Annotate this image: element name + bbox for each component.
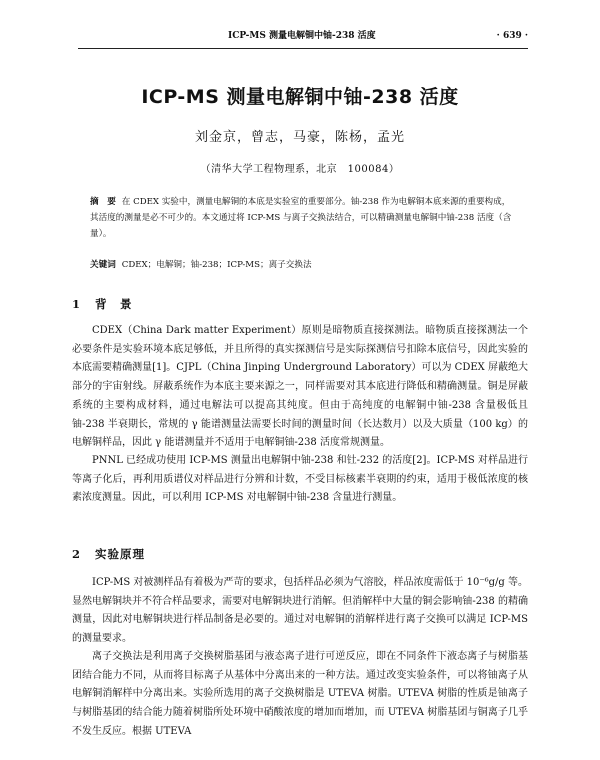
running-head (78, 28, 528, 44)
section-number: 1 (72, 297, 82, 311)
section-title: 实验原理 (95, 547, 146, 561)
body-paragraph: PNNL 已经成功使用 ICP-MS 测量出电解铜中铀-238 和钍-232 的活度[2]。ICP-MS 对样品进行等离子化后，再利用质谱仪对样品进行分辨和计数，不受目标核素半衰期的约束，适用于极低浓度的核素浓度测量。因此，可以利用 ICP-MS 对电解铜中铀-238 含量进行测量。 (72, 455, 528, 504)
abstract-text: 在 CDEX 实验中，测量电解铜的本底是实验室的重要部分。铀-238 作为电解铜本底来源的重要构成，其活度的测量是必不可少的。本文通过将 ICP-MS 与离子交换法结合，可以精确测量电解铜中铀-238 活度（含量）。 (90, 197, 512, 239)
paper-title: ICP-MS 测量电解铜中铀-238 活度 (141, 86, 459, 108)
section-heading-principle (72, 546, 145, 562)
keywords-label: 关键词 (90, 260, 116, 270)
abstract-label: 摘 要 (90, 197, 116, 207)
affiliation: （清华大学工程物理系，北京 100084） (200, 164, 400, 175)
body-paragraph: ICP-MS 对被测样品有着极为严苛的要求，包括样品必须为气溶胶，样品浓度需低于 10⁻⁶g/g 等。显然电解铜块并不符合样品要求，需要对电解铜块进行消解。但消解样中大量的铜会影响铀-238 的精确测量，因此对电解铜块进行样品制备是必要的。通过对电解铜的消解样进行离子交换可以满足 ICP-MS 的测量要求。 (72, 577, 528, 645)
section-number: 2 (72, 547, 82, 561)
running-title: ICP-MS 测量电解铜中铀-238 活度 (228, 31, 376, 41)
body-paragraph: CDEX（China Dark matter Experiment）原则是暗物质直接探测法。暗物质直接探测法一个必要条件是实验环境本底足够低，并且所得的真实探测信号是实际探测信号扣除本底信号，因此实验的本底需要精确测量[1]。CJPL（China Jinping Underground Laboratory）可以为 CDEX 屏蔽绝大部分的宇宙射线。屏蔽系统作为本底主要来源之一，同样需要对其本底进行降低和精确测量。铜是屏蔽系统的主要构成材料，通过电解法可以提高其纯度。但由于高纯度的电解铜中铀-238 含量极低且铀-238 半衰期长，常规的 γ 能谱测量法需要长时间的测量时间（长达数月）以及大质量（100 kg）的电解铜样品，因此 γ 能谱测量并不适用于电解铜铀-238 活度常规测量。 (72, 325, 528, 449)
abstract (90, 194, 516, 242)
keywords-text: CDEX；电解铜；铀-238；ICP-MS；离子交换法 (121, 260, 312, 270)
keywords (90, 258, 516, 272)
header-rule (78, 48, 528, 49)
body-paragraph: 离子交换法是利用离子交换树脂基团与液态离子进行可逆反应，即在不同条件下液态离子与树脂基团结合能力不同，从而将目标离子从基体中分离出来的一种方法。通过改变实验条件，可以将铀离子从电解铜消解样中分离出来。实验所选用的离子交换树脂是 UTEVA 树脂。UTEVA 树脂的性质是铀离子与树脂基团的结合能力随着树脂所处环境中硝酸浓度的增加而增加，而 UTEVA 树脂基团与铜离子几乎不发生反应。根据 UTEVA (72, 651, 528, 737)
page-number: · 639 · (496, 31, 528, 41)
section-title: 背 景 (95, 297, 133, 311)
author-list: 刘金京，曾志，马豪，陈杨，孟光 (194, 130, 405, 145)
section-heading-background (72, 296, 133, 312)
